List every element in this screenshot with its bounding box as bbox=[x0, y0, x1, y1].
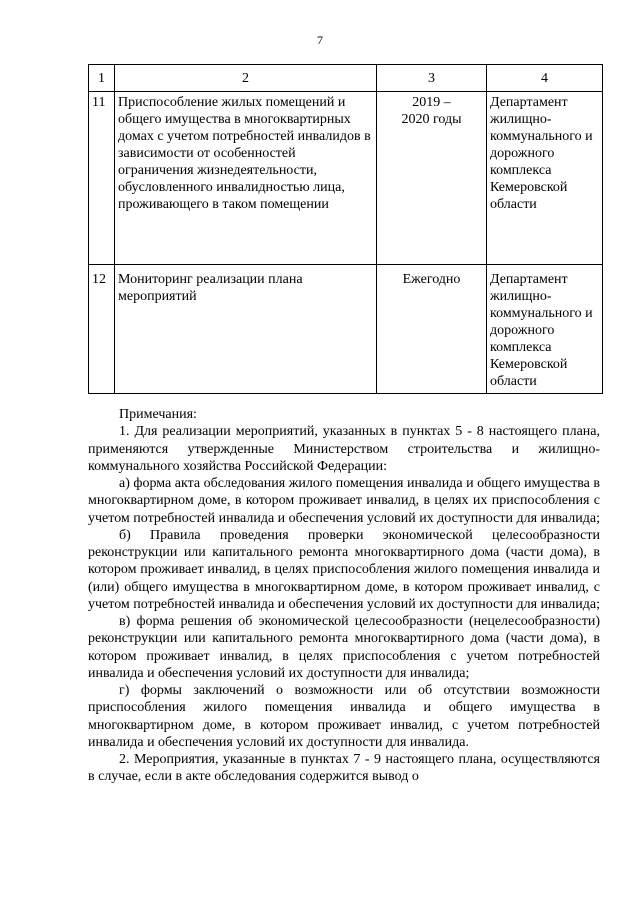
note-paragraph: 1. Для реализации мероприятий, указанных в пунктах 5 - 8 настоящего плана, применяются утвержденные Министерством строительства и жилищно-коммунального хозяйства Российской Федерации: bbox=[88, 424, 600, 474]
header-cell: 1 bbox=[89, 65, 115, 92]
period-line: 2019 – bbox=[412, 95, 451, 110]
note-paragraph: г) формы заключений о возможности или об отсутствии возможности приспособления жилого помещения инвалида и общего имущества в многоквартирном доме, в котором проживает инвалид, с учетом потребностей инвалида и обеспечения условий их доступности для инвалида. bbox=[88, 683, 600, 750]
period-cell bbox=[377, 92, 487, 265]
plan-table bbox=[88, 64, 603, 394]
row-number: 12 bbox=[89, 265, 115, 394]
page-number: 7 bbox=[317, 33, 323, 47]
notes-section bbox=[88, 406, 600, 786]
note-paragraph: б) Правила проведения проверки экономической целесообразности реконструкции или капитального ремонта многоквартирного дома (части дома), в котором проживает инвалид, в целях приспособления жилого помещения инвалида и (или) общего имущества в многоквартирном доме, в котором проживает инвалид, с учетом потребностей инвалида и обеспечения условий их доступности для инвалида; bbox=[88, 527, 600, 612]
header-cell: 3 bbox=[377, 65, 487, 92]
table-row bbox=[89, 265, 603, 394]
responsible-cell: Департамент жилищно-коммунального и дорожного комплекса Кемеровской области bbox=[487, 265, 603, 394]
responsible-cell: Департамент жилищно-коммунального и дорожного комплекса Кемеровской области bbox=[487, 92, 603, 265]
table-row bbox=[89, 92, 603, 265]
period-line: 2020 годы bbox=[401, 112, 462, 127]
table-header-row bbox=[89, 65, 603, 92]
header-cell: 4 bbox=[487, 65, 603, 92]
activity-cell: Мониторинг реализации плана мероприятий bbox=[115, 265, 377, 394]
activity-cell: Приспособление жилых помещений и общего имущества в многоквартирных домах с учетом потребностей инвалидов в зависимости от особенностей ограничения жизнедеятельности, обусловленного инвалидностью лица, проживающего в таком помещении bbox=[115, 92, 377, 265]
period-line: Ежегодно bbox=[402, 272, 461, 287]
note-paragraph: а) форма акта обследования жилого помещения инвалида и общего имущества в многоквартирном доме, в котором проживает инвалид, в целях их приспособления с учетом потребностей инвалида и обеспечения условий их доступности для инвалида; bbox=[88, 476, 600, 526]
note-paragraph: 2. Мероприятия, указанные в пунктах 7 - 9 настоящего плана, осуществляются в случае, если в акте обследования содержится вывод о bbox=[88, 752, 600, 785]
note-paragraph: в) форма решения об экономической целесообразности (нецелесообразности) реконструкции или капитального ремонта многоквартирного дома (части дома), в котором проживает инвалид, в целях приспособления с учетом потребностей инвалида и обеспечения условий их доступности для инвалида; bbox=[88, 614, 600, 681]
header-cell: 2 bbox=[115, 65, 377, 92]
period-cell bbox=[377, 265, 487, 394]
notes-title: Примечания: bbox=[119, 407, 197, 422]
row-number: 11 bbox=[89, 92, 115, 265]
